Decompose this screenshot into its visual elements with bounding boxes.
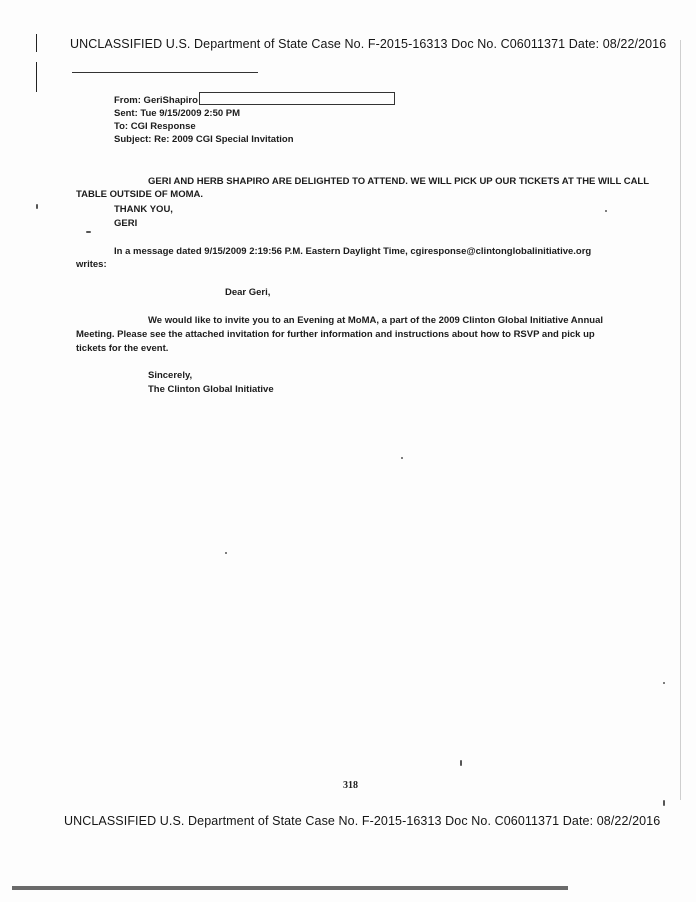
left-margin-mark xyxy=(36,34,37,52)
thanks-line: THANK YOU, xyxy=(114,204,173,215)
organization-line: The Clinton Global Initiative xyxy=(148,384,274,395)
signature-line: GERI xyxy=(114,218,138,229)
email-header-block xyxy=(114,92,395,146)
bottom-scan-edge xyxy=(12,886,568,890)
quote-intro-line-2: writes: xyxy=(76,259,107,270)
greeting-line: Dear Geri, xyxy=(225,287,271,298)
scan-speck xyxy=(460,760,462,766)
invite-line-1: We would like to invite you to an Evening at MoMA, a part of the 2009 Clinton Global Initiative Annual xyxy=(148,315,603,326)
separator-rule xyxy=(72,72,258,73)
to-line: To: CGI Response xyxy=(114,121,196,132)
quote-intro-line-1: In a message dated 9/15/2009 2:19:56 P.M. Eastern Daylight Time, cgiresponse@clintonglobalinitiative.org xyxy=(114,246,592,257)
closing-line: Sincerely, xyxy=(148,370,193,381)
scan-speck xyxy=(225,552,227,554)
from-label: From: GeriShapiro xyxy=(114,95,198,106)
scan-speck xyxy=(401,457,403,459)
invite-line-3: tickets for the event. xyxy=(76,343,169,354)
scan-speck xyxy=(86,231,91,233)
reply-line-1: GERI AND HERB SHAPIRO ARE DELIGHTED TO ATTEND. WE WILL PICK UP OUR TICKETS AT THE WILL CALL xyxy=(148,176,650,187)
scan-speck xyxy=(663,682,665,684)
classification-footer: UNCLASSIFIED U.S. Department of State Case No. F-2015-16313 Doc No. C06011371 Date: 08/22/2016 xyxy=(64,814,661,828)
classification-header: UNCLASSIFIED U.S. Department of State Case No. F-2015-16313 Doc No. C06011371 Date: 08/22/2016 xyxy=(70,37,667,51)
subject-line: Subject: Re: 2009 CGI Special Invitation xyxy=(114,134,294,145)
reply-line-2: TABLE OUTSIDE OF MOMA. xyxy=(76,189,204,200)
scan-speck xyxy=(663,800,665,806)
scan-speck xyxy=(605,210,607,212)
right-page-edge xyxy=(680,40,681,800)
scan-speck xyxy=(36,204,38,209)
redaction-box xyxy=(199,92,395,105)
from-line xyxy=(114,92,395,107)
page-number: 318 xyxy=(343,780,358,791)
left-margin-mark xyxy=(36,62,37,92)
sent-line: Sent: Tue 9/15/2009 2:50 PM xyxy=(114,108,241,119)
invite-line-2: Meeting. Please see the attached invitation for further information and instructions about how to RSVP and pick up xyxy=(76,329,595,340)
